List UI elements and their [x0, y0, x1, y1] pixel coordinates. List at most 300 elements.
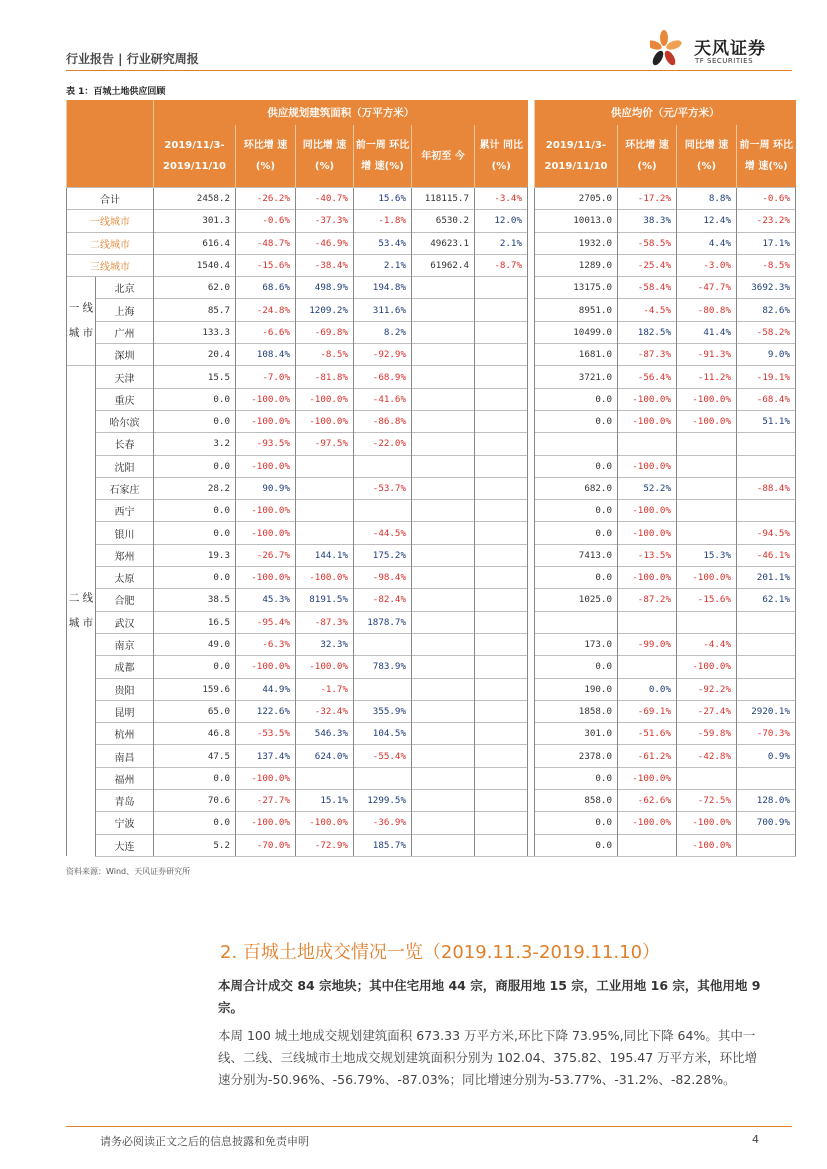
gap-cell: [528, 277, 535, 299]
price-cell: -68.4%: [737, 388, 796, 410]
header-divider: [66, 70, 792, 71]
row-name: 合计: [67, 188, 154, 210]
price-cell: [737, 455, 796, 477]
price-cell: [677, 611, 737, 633]
row-name: 一线城市: [67, 210, 154, 232]
area-cell: 47.5: [154, 745, 236, 767]
price-cell: -58.4%: [618, 277, 677, 299]
empty-cell: [475, 812, 528, 834]
price-cell: -51.6%: [618, 723, 677, 745]
price-cell: -27.4%: [677, 700, 737, 722]
gap-cell: [528, 410, 535, 432]
price-cell: 190.0: [535, 678, 618, 700]
empty-cell: [475, 834, 528, 856]
price-cell: 12.4%: [677, 210, 737, 232]
empty-cell: [475, 723, 528, 745]
price-cell: -4.4%: [677, 633, 737, 655]
area-cell: -100.0%: [236, 388, 296, 410]
price-cell: [677, 767, 737, 789]
city-name: 宁波: [96, 812, 154, 834]
empty-cell: [412, 500, 475, 522]
gap-cell: [528, 656, 535, 678]
price-cell: 0.0: [535, 410, 618, 432]
area-cell: 0.0: [154, 812, 236, 834]
table-row: [67, 544, 796, 566]
area-cell: [354, 500, 412, 522]
section-lead: 本周合计成交 84 宗地块；其中住宅用地 44 宗，商服用地 15 宗，工业用地 16 宗，其他用地 9 宗。: [218, 978, 761, 1015]
area-cell: 38.5: [154, 589, 236, 611]
area-cell: [354, 633, 412, 655]
price-cell: 201.1%: [737, 567, 796, 589]
city-name: 福州: [96, 767, 154, 789]
price-cell: -100.0%: [677, 656, 737, 678]
area-cell: 65.0: [154, 700, 236, 722]
city-name: 沈阳: [96, 455, 154, 477]
price-cell: -58.2%: [737, 321, 796, 343]
price-cell: -17.2%: [618, 188, 677, 210]
area-cell: 70.6: [154, 790, 236, 812]
empty-cell: [412, 723, 475, 745]
table-row: [67, 589, 796, 611]
area-cell: 15.1%: [296, 790, 354, 812]
footer-divider: [66, 1126, 792, 1127]
area-cell: 8.2%: [354, 321, 412, 343]
area-cell: 133.3: [154, 321, 236, 343]
city-name: 昆明: [96, 700, 154, 722]
area-cell: 8191.5%: [296, 589, 354, 611]
area-cell: -7.0%: [236, 366, 296, 388]
area-cell: -22.0%: [354, 433, 412, 455]
empty-cell: [475, 567, 528, 589]
area-cell: 61962.4: [412, 254, 475, 276]
empty-cell: [475, 522, 528, 544]
area-cell: 0.0: [154, 767, 236, 789]
price-cell: -72.5%: [677, 790, 737, 812]
area-cell: 1878.7%: [354, 611, 412, 633]
price-cell: 2378.0: [535, 745, 618, 767]
area-cell: -40.7%: [296, 188, 354, 210]
area-cell: 624.0%: [296, 745, 354, 767]
empty-cell: [475, 299, 528, 321]
price-cell: 0.0: [535, 767, 618, 789]
empty-cell: [412, 834, 475, 856]
empty-cell: [475, 700, 528, 722]
empty-cell: [412, 767, 475, 789]
area-cell: 0.0: [154, 567, 236, 589]
city-name: 银川: [96, 522, 154, 544]
gap-cell: [528, 232, 535, 254]
area-cell: 616.4: [154, 232, 236, 254]
area-cell: -38.4%: [296, 254, 354, 276]
area-cell: -1.7%: [296, 678, 354, 700]
price-cell: -100.0%: [618, 455, 677, 477]
price-cell: [677, 455, 737, 477]
area-cell: -68.9%: [354, 366, 412, 388]
header-area-group: 供应规划建筑面积（万平方米）: [154, 100, 528, 125]
area-cell: 2.1%: [475, 232, 528, 254]
empty-cell: [412, 366, 475, 388]
price-cell: -100.0%: [618, 567, 677, 589]
price-cell: 1025.0: [535, 589, 618, 611]
price-cell: [677, 433, 737, 455]
area-cell: 68.6%: [236, 277, 296, 299]
area-cell: -70.0%: [236, 834, 296, 856]
table-row: [67, 790, 796, 812]
area-cell: 498.9%: [296, 277, 354, 299]
area-cell: 49623.1: [412, 232, 475, 254]
price-cell: -11.2%: [677, 366, 737, 388]
area-cell: -81.8%: [296, 366, 354, 388]
area-cell: -32.4%: [296, 700, 354, 722]
price-cell: 51.1%: [737, 410, 796, 432]
price-cell: -100.0%: [618, 812, 677, 834]
column-header-price-0: 2019/11/3- 2019/11/10: [535, 125, 618, 188]
area-cell: 104.5%: [354, 723, 412, 745]
gap-cell: [528, 790, 535, 812]
area-cell: -26.7%: [236, 544, 296, 566]
area-cell: -15.6%: [236, 254, 296, 276]
price-cell: [737, 834, 796, 856]
price-cell: [618, 611, 677, 633]
price-cell: 15.3%: [677, 544, 737, 566]
price-cell: 0.0: [535, 812, 618, 834]
price-cell: 8951.0: [535, 299, 618, 321]
empty-cell: [412, 611, 475, 633]
price-cell: -92.2%: [677, 678, 737, 700]
area-cell: -72.9%: [296, 834, 354, 856]
area-cell: -100.0%: [236, 410, 296, 432]
price-cell: [618, 656, 677, 678]
empty-cell: [412, 790, 475, 812]
table-row: [67, 812, 796, 834]
area-cell: -82.4%: [354, 589, 412, 611]
gap-cell: [528, 188, 535, 210]
price-cell: [737, 633, 796, 655]
price-cell: 173.0: [535, 633, 618, 655]
area-cell: 15.5: [154, 366, 236, 388]
area-cell: -100.0%: [236, 767, 296, 789]
area-cell: -100.0%: [296, 656, 354, 678]
gap-cell: [528, 812, 535, 834]
table-row: [67, 321, 796, 343]
area-cell: -8.5%: [296, 344, 354, 366]
gap-cell: [528, 522, 535, 544]
price-cell: -61.2%: [618, 745, 677, 767]
area-cell: -0.6%: [236, 210, 296, 232]
price-cell: 13175.0: [535, 277, 618, 299]
price-cell: -56.4%: [618, 366, 677, 388]
area-cell: [296, 455, 354, 477]
table-row: [67, 745, 796, 767]
gap-cell: [528, 388, 535, 410]
price-cell: 8.8%: [677, 188, 737, 210]
price-cell: [737, 611, 796, 633]
price-cell: [677, 500, 737, 522]
empty-cell: [412, 299, 475, 321]
area-cell: 175.2%: [354, 544, 412, 566]
empty-cell: [475, 321, 528, 343]
empty-cell: [475, 500, 528, 522]
area-cell: 0.0: [154, 500, 236, 522]
price-cell: -100.0%: [677, 812, 737, 834]
price-cell: 128.0%: [737, 790, 796, 812]
area-cell: -69.8%: [296, 321, 354, 343]
section-heading: 2. 百城土地成交情况一览（2019.11.3-2019.11.10）: [220, 942, 661, 963]
area-cell: -100.0%: [296, 388, 354, 410]
price-cell: 0.0%: [618, 678, 677, 700]
table-source: 资料来源：Wind、天风证券研究所: [66, 867, 191, 876]
area-cell: 49.0: [154, 633, 236, 655]
price-cell: -3.0%: [677, 254, 737, 276]
area-cell: 5.2: [154, 834, 236, 856]
area-cell: -46.9%: [296, 232, 354, 254]
footer-disclaimer: 请务必阅读正文之后的信息披露和免责申明: [100, 1135, 309, 1148]
price-cell: -91.3%: [677, 344, 737, 366]
column-header-area-0: 2019/11/3- 2019/11/10: [154, 125, 236, 188]
area-cell: 46.8: [154, 723, 236, 745]
area-cell: [296, 522, 354, 544]
area-cell: 185.7%: [354, 834, 412, 856]
empty-cell: [412, 388, 475, 410]
area-cell: -48.7%: [236, 232, 296, 254]
area-cell: 6530.2: [412, 210, 475, 232]
report-header-title: 行业报告 | 行业研究周报: [66, 52, 199, 66]
price-cell: 182.5%: [618, 321, 677, 343]
area-cell: 32.3%: [296, 633, 354, 655]
area-cell: [354, 455, 412, 477]
area-cell: 194.8%: [354, 277, 412, 299]
area-cell: 546.3%: [296, 723, 354, 745]
area-cell: -92.9%: [354, 344, 412, 366]
area-cell: 311.6%: [354, 299, 412, 321]
area-cell: -24.8%: [236, 299, 296, 321]
empty-cell: [475, 455, 528, 477]
price-cell: 1932.0: [535, 232, 618, 254]
area-cell: -95.4%: [236, 611, 296, 633]
area-cell: -36.9%: [354, 812, 412, 834]
table-row: [67, 567, 796, 589]
area-cell: 15.6%: [354, 188, 412, 210]
empty-cell: [412, 678, 475, 700]
empty-cell: [475, 544, 528, 566]
empty-cell: [475, 678, 528, 700]
price-cell: 10499.0: [535, 321, 618, 343]
column-header-area-5: 累计 同比 (%): [475, 125, 528, 188]
area-cell: -100.0%: [296, 410, 354, 432]
area-cell: -53.7%: [354, 477, 412, 499]
price-cell: 1681.0: [535, 344, 618, 366]
city-name: 南京: [96, 633, 154, 655]
page-number: 4: [752, 1133, 759, 1146]
price-cell: -100.0%: [618, 410, 677, 432]
area-cell: 28.2: [154, 477, 236, 499]
gap-cell: [528, 500, 535, 522]
price-cell: [535, 433, 618, 455]
city-name: 南昌: [96, 745, 154, 767]
table-row: [67, 455, 796, 477]
price-cell: 0.0: [535, 567, 618, 589]
area-cell: -100.0%: [236, 522, 296, 544]
city-name: 太原: [96, 567, 154, 589]
city-name: 天津: [96, 366, 154, 388]
area-cell: -87.3%: [296, 611, 354, 633]
price-cell: 301.0: [535, 723, 618, 745]
area-cell: -6.6%: [236, 321, 296, 343]
area-cell: -100.0%: [236, 455, 296, 477]
table-caption: 表 1：百城土地供应回顾: [66, 87, 166, 97]
section-body: 本周 100 城土地成交规划建筑面积 673.33 万平方米,环比下降 73.95%,同比下降 64%。其中一线、二线、三线城市土地成交规划建筑面积分别为 102.04、375.82、195.47 万平方米，环比增速分别为-50.96%、-56.79%、-87.03%；同比增速分别为-53.77%、-31.2%、-82.28%。: [218, 1028, 758, 1087]
header-corner: [67, 100, 154, 188]
table-row: [67, 433, 796, 455]
price-cell: -15.6%: [677, 589, 737, 611]
area-cell: 62.0: [154, 277, 236, 299]
price-cell: [737, 678, 796, 700]
area-cell: 301.3: [154, 210, 236, 232]
column-header-price-3: 前一周 环比增 速(%): [737, 125, 796, 188]
empty-cell: [475, 388, 528, 410]
price-cell: -19.1%: [737, 366, 796, 388]
price-cell: 7413.0: [535, 544, 618, 566]
price-cell: [618, 433, 677, 455]
area-cell: 16.5: [154, 611, 236, 633]
area-cell: 45.3%: [236, 589, 296, 611]
header-gap: [528, 100, 535, 188]
empty-cell: [475, 633, 528, 655]
empty-cell: [475, 477, 528, 499]
price-cell: 9.0%: [737, 344, 796, 366]
area-cell: [296, 767, 354, 789]
gap-cell: [528, 433, 535, 455]
gap-cell: [528, 611, 535, 633]
empty-cell: [412, 544, 475, 566]
city-name: 郑州: [96, 544, 154, 566]
empty-cell: [412, 812, 475, 834]
gap-cell: [528, 700, 535, 722]
area-cell: 20.4: [154, 344, 236, 366]
price-cell: -80.8%: [677, 299, 737, 321]
land-supply-table: [66, 100, 796, 857]
gap-cell: [528, 633, 535, 655]
empty-cell: [412, 344, 475, 366]
gap-cell: [528, 254, 535, 276]
area-cell: 3.2: [154, 433, 236, 455]
price-cell: [737, 433, 796, 455]
price-cell: 17.1%: [737, 232, 796, 254]
price-cell: -42.8%: [677, 745, 737, 767]
empty-cell: [475, 790, 528, 812]
price-cell: 62.1%: [737, 589, 796, 611]
empty-cell: [412, 433, 475, 455]
price-cell: -100.0%: [677, 410, 737, 432]
price-cell: 0.0: [535, 656, 618, 678]
empty-cell: [475, 611, 528, 633]
gap-cell: [528, 678, 535, 700]
table-row: [67, 299, 796, 321]
empty-cell: [475, 277, 528, 299]
table-row: [67, 834, 796, 856]
empty-cell: [412, 656, 475, 678]
price-cell: -100.0%: [677, 567, 737, 589]
price-cell: -4.5%: [618, 299, 677, 321]
price-cell: [737, 500, 796, 522]
row-name: 二线城市: [67, 232, 154, 254]
price-cell: 2920.1%: [737, 700, 796, 722]
area-cell: 12.0%: [475, 210, 528, 232]
area-cell: -100.0%: [236, 567, 296, 589]
area-cell: -97.5%: [296, 433, 354, 455]
area-cell: 122.6%: [236, 700, 296, 722]
price-cell: 700.9%: [737, 812, 796, 834]
area-cell: 783.9%: [354, 656, 412, 678]
table-row: [67, 254, 796, 276]
gap-cell: [528, 567, 535, 589]
row-name: 三线城市: [67, 254, 154, 276]
area-cell: 0.0: [154, 656, 236, 678]
price-cell: 0.0: [535, 455, 618, 477]
price-cell: -100.0%: [618, 767, 677, 789]
table-row: [67, 344, 796, 366]
city-name: 合肥: [96, 589, 154, 611]
area-cell: -93.5%: [236, 433, 296, 455]
area-cell: 159.6: [154, 678, 236, 700]
gap-cell: [528, 299, 535, 321]
city-name: 北京: [96, 277, 154, 299]
price-cell: 0.0: [535, 834, 618, 856]
city-name: 杭州: [96, 723, 154, 745]
price-cell: -58.5%: [618, 232, 677, 254]
price-cell: -46.1%: [737, 544, 796, 566]
city-name: 重庆: [96, 388, 154, 410]
price-cell: -0.6%: [737, 188, 796, 210]
price-cell: 1858.0: [535, 700, 618, 722]
city-name: 长春: [96, 433, 154, 455]
table-row: [67, 388, 796, 410]
empty-cell: [412, 567, 475, 589]
area-cell: -55.4%: [354, 745, 412, 767]
price-cell: -88.4%: [737, 477, 796, 499]
price-cell: 82.6%: [737, 299, 796, 321]
table-row: [67, 366, 796, 388]
city-name: 广州: [96, 321, 154, 343]
price-cell: 1289.0: [535, 254, 618, 276]
column-header-area-1: 环比增 速(%): [236, 125, 296, 188]
table-row: [67, 477, 796, 499]
table-row: [67, 678, 796, 700]
area-cell: -100.0%: [236, 656, 296, 678]
area-cell: 0.0: [154, 455, 236, 477]
price-cell: -100.0%: [677, 388, 737, 410]
empty-cell: [475, 366, 528, 388]
price-cell: [677, 477, 737, 499]
price-cell: 682.0: [535, 477, 618, 499]
table-row: [67, 500, 796, 522]
area-cell: -1.8%: [354, 210, 412, 232]
city-name: 贵阳: [96, 678, 154, 700]
price-cell: [737, 767, 796, 789]
table-row: [67, 723, 796, 745]
logo-name: 天风证券: [694, 39, 766, 59]
logo-subtitle: TF SECURITIES: [695, 57, 754, 65]
price-cell: [677, 522, 737, 544]
area-cell: 1299.5%: [354, 790, 412, 812]
table-row: [67, 633, 796, 655]
area-cell: -100.0%: [296, 812, 354, 834]
table-row: [67, 611, 796, 633]
table-row: [67, 410, 796, 432]
price-cell: -13.5%: [618, 544, 677, 566]
area-cell: 53.4%: [354, 232, 412, 254]
price-cell: 3692.3%: [737, 277, 796, 299]
